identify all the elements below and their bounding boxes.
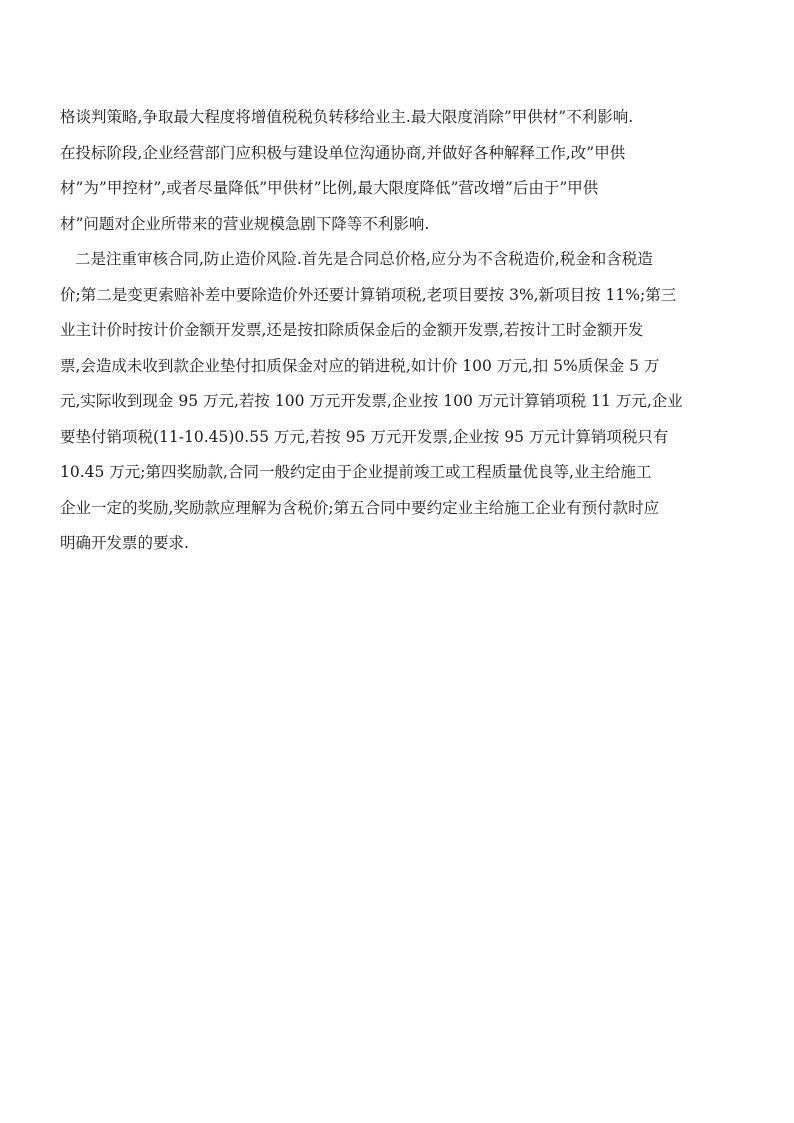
text-line: 材”问题对企业所带来的营业规模急剧下降等不利影响.	[60, 214, 430, 233]
paragraph-1	[60, 100, 740, 242]
text-line: 价;第二是变更索赔补差中要除造价外还要计算销项税,老项目要按 3%,新项目按 11%;第三	[60, 285, 677, 304]
text-line: 10.45 万元;第四奖励款,合同一般约定由于企业提前竣工或工程质量优良等,业主给施工	[60, 463, 652, 481]
text-line: 元,实际收到现金 95 万元,若按 100 万元开发票,企业按 100 万元计算销项税 11 万元,企业	[60, 392, 683, 410]
text-line: 在投标阶段,企业经营部门应积极与建设单位沟通协商,并做好各种解释工作,改”甲供	[60, 143, 626, 162]
text-line: 二是注重审核合同,防止造价风险.首先是合同总价格,应分为不含税造价,税金和含税造	[75, 250, 653, 268]
text-line: 业主计价时按计价金额开发票,还是按扣除质保金后的金额开发票,若按计工时金额开发	[60, 321, 644, 339]
document-body	[60, 100, 740, 562]
paragraph-2	[60, 242, 740, 562]
text-line: 要垫付销项税(11-10.45)0.55 万元,若按 95 万元开发票,企业按 95 万元计算销项税只有	[60, 427, 669, 446]
text-line: 明确开发票的要求.	[60, 534, 189, 552]
text-line: 格谈判策略,争取最大程度将增值税税负转移给业主.最大限度消除”甲供材”不利影响.	[60, 108, 634, 126]
text-line: 企业一定的奖励,奖励款应理解为含税价;第五合同中要约定业主给施工企业有预付款时应	[60, 498, 660, 517]
text-line: 材”为”甲控材”,或者尽量降低”甲供材”比例,最大限度降低”营改增”后由于”甲供	[60, 179, 599, 197]
text-line: 票,会造成未收到款企业垫付扣质保金对应的销进税,如计价 100 万元,扣 5%质保金 5 万	[60, 356, 660, 375]
